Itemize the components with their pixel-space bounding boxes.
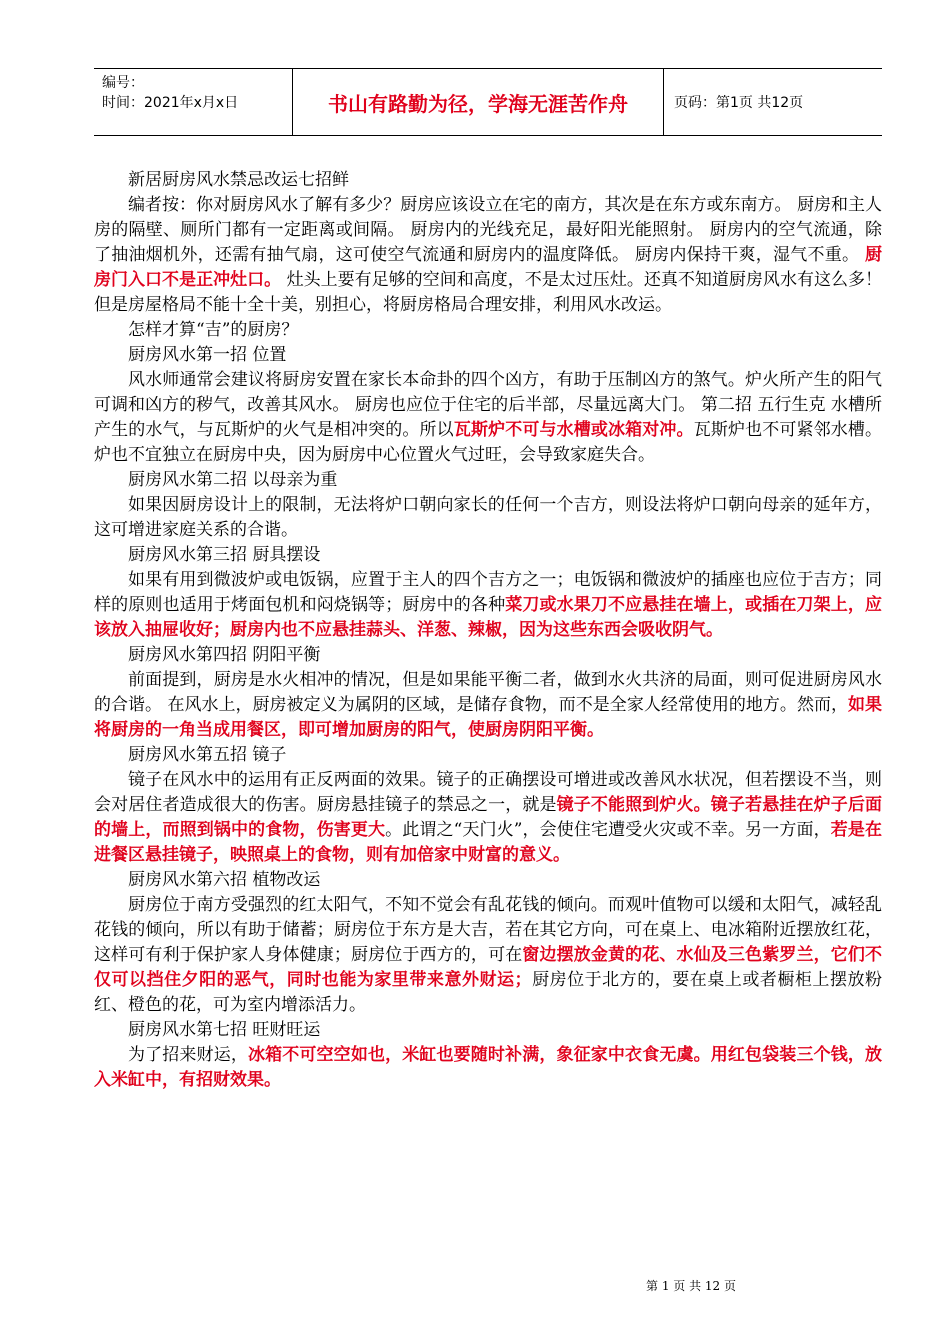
- body-text: 镜子在风水中的运用有正反两面的效果。镜子的正确摆设可增进或改善风水状况，但若摆设不当，则会对居住者造成很大的伤害。厨房悬挂镜子的禁忌之一，就是: [94, 770, 882, 815]
- article-body: [94, 168, 882, 1093]
- page-header: [94, 68, 882, 136]
- body-text: 。此谓之“天门火”，会使住宅遭受火灾或不幸。另一方面，: [385, 820, 831, 840]
- doc-number-label: 编号：: [102, 75, 144, 91]
- page-footer: 第 1 页 共 12 页: [646, 1279, 736, 1293]
- highlight-text: 窗边摆放金黄的花、水仙及三色紫罗兰，它们不仅可以挡住夕阳的恶气，同时也能为家里带来意外财运；: [94, 945, 883, 990]
- paragraph: [94, 568, 882, 643]
- paragraph: [94, 743, 882, 768]
- paragraph: [94, 1043, 882, 1093]
- paragraph: [94, 368, 882, 468]
- highlight-text: 若是在进餐区悬挂镜子，映照桌上的食物，则有加倍家中财富的意义。: [94, 820, 883, 865]
- paragraph: [94, 343, 882, 368]
- body-text: 怎样才算“吉”的厨房？: [128, 320, 299, 340]
- paragraph: [94, 168, 882, 193]
- header-meta: [94, 69, 292, 135]
- body-text: 编者按：你对厨房风水了解有多少？厨房应该设立在宅的南方，其次是在东方或东南方。 厨房和主人房的隔壁、厕所门都有一定距离或间隔。 厨房内的光线充足，最好阳光能照射。 厨房内的空气流通，除了抽油烟机外，还需有抽气扇，这可使空气流通和厨房内的温度降低。 厨房内保持干爽，湿气不重。: [94, 195, 882, 265]
- paragraph: [94, 468, 882, 493]
- paragraph: [94, 1018, 882, 1043]
- body-text: 风水师通常会建议将厨房安置在家长本命卦的四个凶方，有助于压制凶方的煞气。炉火所产生的阳气可调和凶方的秽气，改善其风水。 厨房也应位于住宅的后半部，尽量远离大门。 第二招 五行生克 水槽所产生的水气，与瓦斯炉的火气是相冲突的。所以: [94, 370, 882, 440]
- paragraph: [94, 493, 882, 543]
- paragraph: [94, 643, 882, 668]
- body-text: 厨房风水第一招 位置: [128, 345, 287, 365]
- body-text: 厨房风水第五招 镜子: [128, 745, 287, 765]
- body-text: 前面提到，厨房是水火相冲的情况，但是如果能平衡二者，做到水火共济的局面，则可促进厨房风水的合谐。 在风水上，厨房被定义为属阴的区域，是储存食物，而不是全家人经常使用的地方。然而，: [94, 670, 882, 715]
- body-text: 厨房风水第二招 以母亲为重: [128, 470, 338, 490]
- body-text: 厨房位于北方的，要在桌上或者橱柜上摆放粉红、橙色的花，可为室内增添活力。: [94, 970, 883, 1015]
- paragraph: [94, 193, 882, 318]
- body-text: 如果有用到微波炉或电饭锅，应置于主人的四个吉方之一；电饭锅和微波炉的插座也应位于吉方；同样的原则也适用于烤面包机和闷烧锅等；厨房中的各种: [94, 570, 882, 615]
- body-text: 厨房风水第七招 旺财旺运: [128, 1020, 321, 1040]
- header-page-info: 页码：第1页 共12页: [674, 95, 804, 111]
- header-motto: 书山有路勤为径，学海无涯苦作舟: [292, 69, 664, 135]
- highlight-text: 瓦斯炉不可与水槽或冰箱对冲。: [453, 420, 694, 440]
- highlight-text: 冰箱不可空空如也，米缸也要随时补满，象征家中衣食无虞。用红包袋装三个钱，放入米缸中，有招财效果。: [94, 1045, 883, 1090]
- highlight-text: 镜子不能照到炉火。镜子若悬挂在炉子后面的墙上，而照到锅中的食物，伤害更大: [94, 795, 883, 840]
- body-text: 瓦斯炉也不可紧邻水槽。炉也不宜独立在厨房中央，因为厨房中心位置火气过旺，会导致家庭失合。: [94, 420, 883, 465]
- doc-time-label: 时间：2021年x月x日: [102, 95, 239, 111]
- body-text: 厨房风水第四招 阴阳平衡: [128, 645, 321, 665]
- paragraph: [94, 768, 882, 868]
- body-text: 厨房风水第三招 厨具摆设: [128, 545, 321, 565]
- body-text: 厨房位于南方受强烈的红太阳气，不知不觉会有乱花钱的倾向。而观叶值物可以缓和太阳气，减轻乱花钱的倾向，所以有助于储蓄；厨房位于东方是大吉，若在其它方向，可在桌上、电冰箱附近摆放红花，这样可有利于保护家人身体健康；厨房位于西方的，可在: [94, 895, 882, 965]
- paragraph: [94, 668, 882, 743]
- body-text: 如果因厨房设计上的限制，无法将炉口朝向家长的任何一个吉方，则设法将炉口朝向母亲的延年方，这可增进家庭关系的合谐。: [94, 495, 882, 540]
- paragraph: [94, 893, 882, 1018]
- highlight-text: 如果将厨房的一角当成用餐区，即可增加厨房的阳气，使厨房阴阳平衡。: [94, 695, 882, 740]
- paragraph: [94, 868, 882, 893]
- body-text: 灶头上要有足够的空间和高度，不是太过压灶。还真不知道厨房风水有这么多！但是房屋格局不能十全十美，别担心，将厨房格局合理安排，利用风水改运。: [94, 270, 883, 315]
- body-text: 厨房风水第六招 植物改运: [128, 870, 321, 890]
- highlight-text: 厨房门入口不是正冲灶口。: [94, 245, 882, 290]
- paragraph: [94, 543, 882, 568]
- highlight-text: 菜刀或水果刀不应悬挂在墙上，或插在刀架上，应该放入抽屉收好；厨房内也不应悬挂蒜头、洋葱、辣椒，因为这些东西会吸收阴气。: [94, 595, 883, 640]
- body-text: 新居厨房风水禁忌改运七招鲜: [128, 170, 349, 190]
- paragraph: [94, 318, 882, 343]
- body-text: 为了招来财运，: [128, 1045, 248, 1065]
